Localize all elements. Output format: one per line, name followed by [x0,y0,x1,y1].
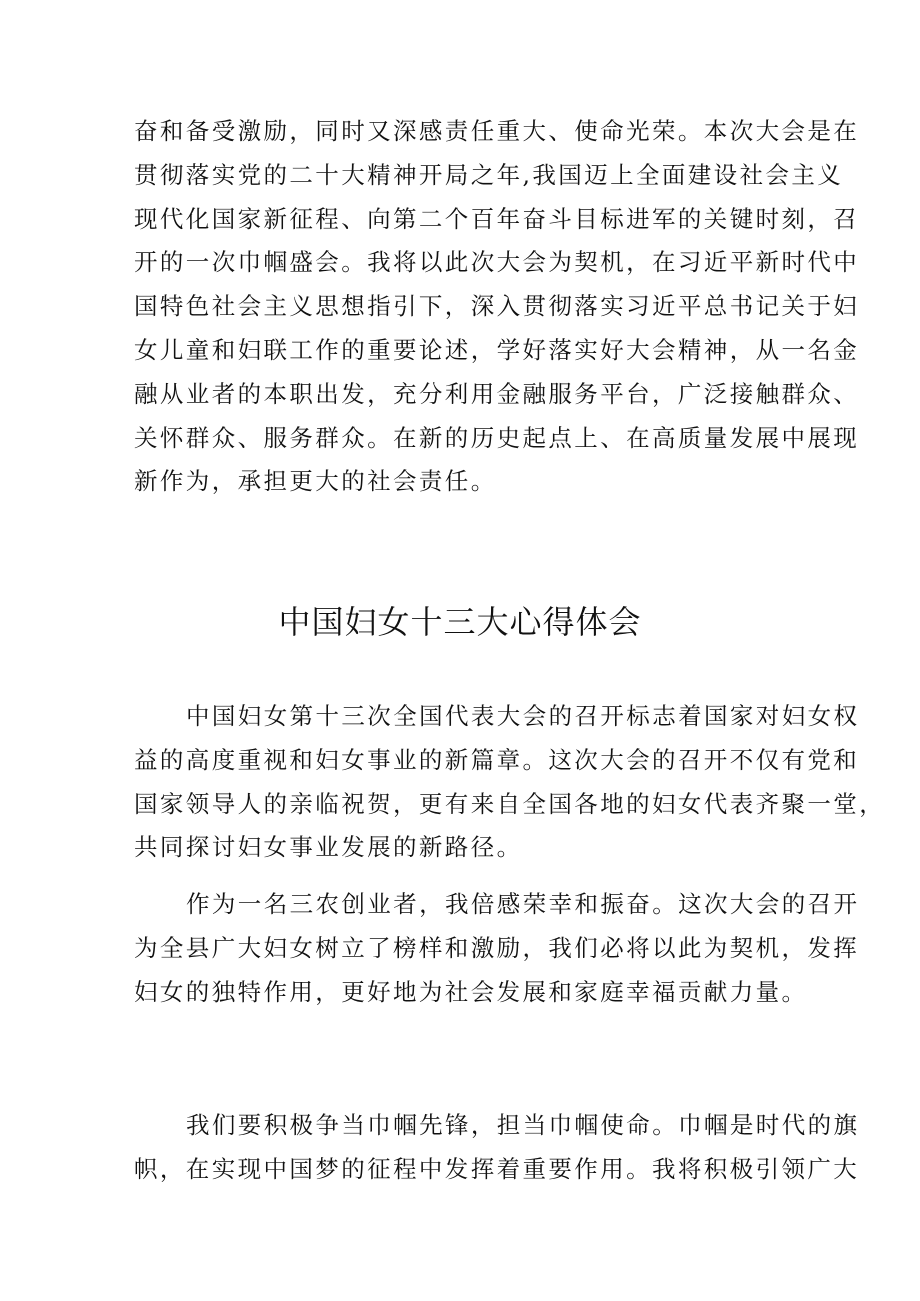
paragraph-3-line-1: 作为一名三农创业者，我倍感荣幸和振奋。这次大会的召开 [186,890,860,918]
paragraph-3 [134,883,860,1014]
paragraph-4-line-2: 帜，在实现中国梦的征程中发挥着重要作用。我将积极引领广大 [134,1154,860,1183]
paragraph-1-line-8: 关怀群众、服务群众。在新的历史起点上、在高质量发展中展现 [134,423,860,452]
paragraph-4 [134,1104,860,1192]
paragraph-1 [134,110,860,504]
paragraph-1-line-7: 融从业者的本职出发，充分利用金融服务平台，广泛接触群众、 [134,379,860,408]
paragraph-3-line-3: 妇女的独特作用，更好地为社会发展和家庭幸福贡献力量。 [134,977,808,1006]
paragraph-1-line-4: 开的一次巾帼盛会。我将以此次大会为契机，在习近平新时代中 [134,248,860,277]
page-title: 中国妇女十三大心得体会 [278,603,642,641]
paragraph-1-line-6: 女儿童和妇联工作的重要论述，学好落实好大会精神，从一名金 [134,335,860,364]
paragraph-1-line-1: 奋和备受激励，同时又深感责任重大、使命光荣。本次大会是在 [134,117,860,145]
paragraph-4-line-1: 我们要积极争当巾帼先锋，担当巾帼使命。巾帼是时代的旗 [186,1111,860,1139]
paragraph-1-line-2: 贯彻落实党的二十大精神开局之年,我国迈上全面建设社会主义 [134,160,844,189]
paragraph-2-line-3: 国家领导人的亲临祝贺，更有来自全国各地的妇女代表齐聚一堂， [134,789,886,818]
paragraph-2 [134,695,886,870]
paragraph-2-line-1: 中国妇女第十三次全国代表大会的召开标志着国家对妇女权 [186,702,860,730]
paragraph-2-line-2: 益的高度重视和妇女事业的新篇章。这次大会的召开不仅有党和 [134,745,860,774]
paragraph-2-line-4: 共同探讨妇女事业发展的新路径。 [134,833,523,862]
paragraph-1-line-3: 现代化国家新征程、向第二个百年奋斗目标进军的关键时刻，召 [134,204,860,233]
paragraph-3-line-2: 为全县广大妇女树立了榜样和激励，我们必将以此为契机，发挥 [134,933,860,962]
paragraph-1-line-5: 国特色社会主义思想指引下，深入贯彻落实习近平总书记关于妇 [134,292,860,321]
paragraph-1-line-9: 新作为，承担更大的社会责任。 [134,467,497,496]
